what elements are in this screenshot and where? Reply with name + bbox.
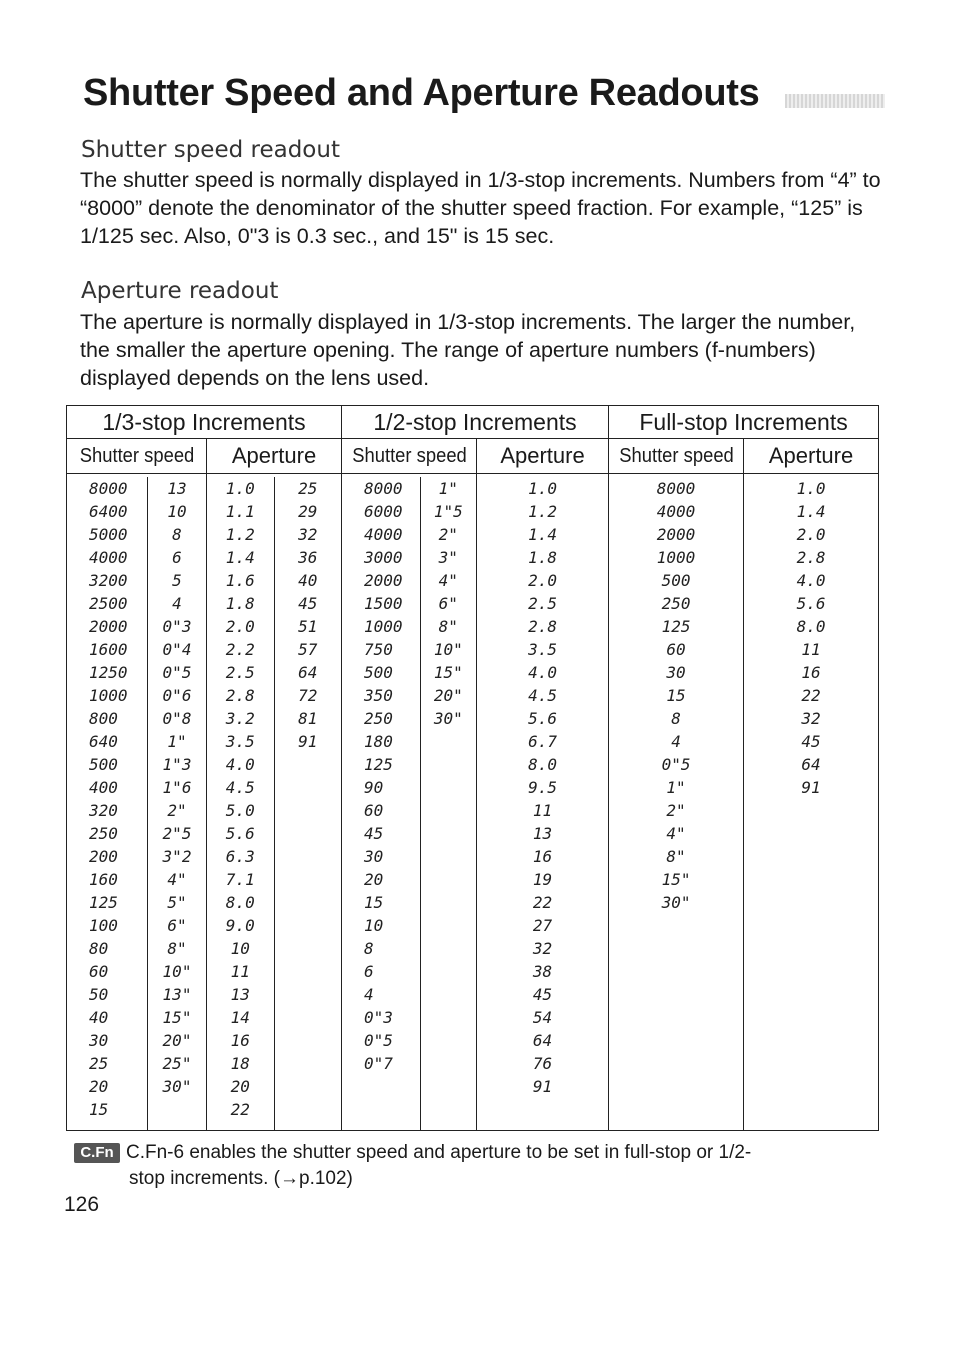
- table-cell-value: 6: [364, 962, 374, 981]
- table-cell-value: 0"8: [162, 709, 192, 728]
- table-cell-value: 13": [162, 985, 192, 1004]
- table-cell-value: 15: [364, 893, 384, 912]
- table-cell-value: 1.0: [225, 479, 255, 498]
- table-cell-value: 3.5: [528, 640, 557, 659]
- table-cell-value: 8: [671, 709, 681, 728]
- table-cell-value: 2": [167, 801, 187, 820]
- table-cell-value: 11: [230, 962, 250, 981]
- table-cell-value: 20: [89, 1077, 109, 1096]
- table-cell-value: 1": [666, 778, 686, 797]
- table-cell-value: 1"6: [162, 778, 192, 797]
- table-cell-value: 125: [89, 893, 118, 912]
- table-cell-value: 4000: [656, 502, 696, 521]
- table-cell-value: 125: [661, 617, 691, 636]
- table-cell-value: 15: [89, 1100, 109, 1119]
- table-cell-value: 8: [364, 939, 374, 958]
- table-cell-value: 0"5: [661, 755, 691, 774]
- table-cell-value: 4: [364, 985, 374, 1004]
- title-decoration-bar: [785, 94, 885, 108]
- table-cell-value: 1.1: [225, 502, 255, 521]
- table-cell-value: 6.3: [225, 847, 255, 866]
- table-cell-value: 2.8: [796, 548, 826, 567]
- group-header-full: Full-stop Increments: [609, 406, 879, 439]
- table-cell-value: 72: [298, 686, 318, 705]
- table-cell-value: 91: [801, 778, 821, 797]
- table-cell-value: 10: [364, 916, 384, 935]
- table-cell-value: 4: [172, 594, 182, 613]
- table-cell-value: 6: [172, 548, 182, 567]
- table-cell-value: 11: [532, 801, 553, 820]
- table-cell-value: 76: [532, 1054, 553, 1073]
- table-cell-value: 30": [162, 1077, 192, 1096]
- table-cell-value: 3000: [364, 548, 403, 567]
- table-cell-value: 32: [298, 525, 318, 544]
- footnote-line-1: C.Fn-6 enables the shutter speed and aperture to be set in full-stop or 1/2-: [126, 1142, 752, 1163]
- table-cell-value: 5.6: [225, 824, 255, 843]
- table-cell-value: 4": [666, 824, 686, 843]
- table-cell-value: 1.0: [796, 479, 826, 498]
- third-aperture-list-a: [207, 477, 275, 1130]
- table-cell-value: 180: [364, 732, 393, 751]
- table-cell-value: 1.4: [528, 525, 557, 544]
- table-cell-value: 25: [89, 1054, 109, 1073]
- table-cell-value: 20": [433, 686, 463, 705]
- table-cell-value: 8": [438, 617, 458, 636]
- third-shutter-list-b: [148, 477, 206, 1130]
- table-cell-value: 9.0: [225, 916, 255, 935]
- table-cell-value: 1500: [364, 594, 403, 613]
- table-cell-value: 8": [666, 847, 686, 866]
- table-cell-value: 800: [89, 709, 118, 728]
- table-cell-value: 4.5: [225, 778, 255, 797]
- table-cell-value: 22: [801, 686, 821, 705]
- table-cell-value: 0"7: [364, 1054, 393, 1073]
- table-cell-value: 8: [172, 525, 182, 544]
- table-cell-value: 10": [162, 962, 192, 981]
- table-cell-value: 0"5: [364, 1031, 393, 1050]
- table-cell-value: 4: [671, 732, 681, 751]
- table-cell-value: 20": [162, 1031, 192, 1050]
- table-cell-value: 2.0: [225, 617, 255, 636]
- table-cell-value: 60: [89, 962, 109, 981]
- table-cell-value: 3.5: [225, 732, 255, 751]
- full-aperture-list: [744, 477, 878, 799]
- table-cell-value: 1.2: [225, 525, 255, 544]
- table-cell-value: 8": [167, 939, 187, 958]
- table-cell-value: 15": [661, 870, 691, 889]
- table-cell-value: 400: [89, 778, 118, 797]
- table-cell-value: 10: [167, 502, 187, 521]
- table-cell-value: 45: [801, 732, 821, 751]
- table-cell-value: 50: [89, 985, 109, 1004]
- table-cell-value: 1"5: [433, 502, 463, 521]
- third-aperture-list-b: [275, 477, 342, 1130]
- table-cell-value: 5.0: [225, 801, 255, 820]
- table-cell-value: 2": [666, 801, 686, 820]
- table-cell-value: 64: [801, 755, 821, 774]
- table-cell-value: 91: [298, 732, 318, 751]
- table-cell-value: 1600: [89, 640, 128, 659]
- table-cell-value: 2.8: [528, 617, 557, 636]
- table-cell-value: 60: [666, 640, 686, 659]
- table-cell-value: 4.0: [796, 571, 826, 590]
- table-cell-value: 81: [298, 709, 318, 728]
- table-cell-value: 1.4: [796, 502, 826, 521]
- table-cell-value: 40: [298, 571, 318, 590]
- table-cell-value: 1.0: [528, 479, 557, 498]
- table-cell-value: 13: [532, 824, 553, 843]
- table-cell-value: 250: [364, 709, 393, 728]
- table-cell-value: 5000: [89, 525, 128, 544]
- table-cell-value: 9.5: [528, 778, 557, 797]
- table-cell-value: 3200: [89, 571, 128, 590]
- table-cell-value: 0"3: [364, 1008, 393, 1027]
- table-cell-value: 51: [298, 617, 318, 636]
- table-cell-value: 38: [532, 962, 553, 981]
- table-cell-value: 7.1: [225, 870, 255, 889]
- table-cell-value: 1": [167, 732, 187, 751]
- table-cell-value: 8000: [656, 479, 696, 498]
- table-cell-value: 64: [532, 1031, 553, 1050]
- table-cell-value: 1000: [656, 548, 696, 567]
- table-cell-value: 14: [230, 1008, 250, 1027]
- col-header-shutter-full: Shutter speed: [614, 439, 738, 474]
- table-cell-value: 29: [298, 502, 318, 521]
- table-cell-value: 350: [364, 686, 393, 705]
- table-cell-value: 6": [167, 916, 187, 935]
- col-header-aperture-full: Aperture: [744, 439, 879, 474]
- table-cell-value: 16: [230, 1031, 250, 1050]
- table-cell-value: 4.5: [528, 686, 557, 705]
- table-cell-value: 100: [89, 916, 118, 935]
- table-cell-value: 8.0: [796, 617, 826, 636]
- table-cell-value: 30: [364, 847, 384, 866]
- table-cell-value: 20: [230, 1077, 250, 1096]
- table-cell-value: 6400: [89, 502, 128, 521]
- table-cell-value: 3"2: [162, 847, 192, 866]
- table-cell-value: 1": [438, 479, 458, 498]
- table-cell-value: 16: [532, 847, 553, 866]
- table-cell-value: 91: [532, 1077, 553, 1096]
- table-cell-value: 40: [89, 1008, 109, 1027]
- table-cell-value: 30": [433, 709, 463, 728]
- table-cell-value: 1.6: [225, 571, 255, 590]
- half-aperture-list: [477, 477, 608, 1098]
- group-header-half: 1/2-stop Increments: [342, 406, 609, 439]
- table-cell-value: 80: [89, 939, 109, 958]
- table-cell-value: 10": [433, 640, 463, 659]
- half-shutter-list-b: [421, 477, 477, 1130]
- cfn-footnote: [74, 1140, 844, 1192]
- table-cell-value: 500: [89, 755, 118, 774]
- table-cell-value: 22: [230, 1100, 250, 1119]
- table-cell-value: 320: [89, 801, 118, 820]
- table-cell-value: 4": [438, 571, 458, 590]
- col-header-aperture-half: Aperture: [477, 439, 609, 474]
- table-cell-value: 0"3: [162, 617, 192, 636]
- table-cell-value: 1000: [89, 686, 128, 705]
- table-cell-value: 1250: [89, 663, 128, 682]
- table-cell-value: 2"5: [162, 824, 192, 843]
- table-cell-value: 54: [532, 1008, 553, 1027]
- table-cell-value: 1.8: [225, 594, 255, 613]
- footnote-line-2: stop increments. (→p.102): [129, 1168, 353, 1189]
- shutter-speed-heading: Shutter speed readout: [81, 137, 340, 163]
- table-cell-value: 27: [532, 916, 553, 935]
- table-cell-value: 25": [162, 1054, 192, 1073]
- table-cell-value: 15: [666, 686, 686, 705]
- table-cell-value: 2500: [89, 594, 128, 613]
- table-cell-value: 2.2: [225, 640, 255, 659]
- table-cell-value: 8000: [364, 479, 403, 498]
- table-cell-value: 6": [438, 594, 458, 613]
- table-cell-value: 4000: [89, 548, 128, 567]
- table-cell-value: 200: [89, 847, 118, 866]
- table-cell-value: 1"3: [162, 755, 192, 774]
- cfn-badge-icon: C.Fn: [74, 1143, 120, 1163]
- table-cell-value: 64: [298, 663, 318, 682]
- table-cell-value: 1.2: [528, 502, 557, 521]
- table-cell-value: 57: [298, 640, 318, 659]
- table-cell-value: 2.5: [528, 594, 557, 613]
- table-cell-value: 6000: [364, 502, 403, 521]
- table-cell-value: 3.2: [225, 709, 255, 728]
- aperture-paragraph: The aperture is normally displayed in 1/3-stop increments. The larger the number, the smaller the aperture opening. The range of aperture numbers (f-numbers) displayed depends on the lens used.: [80, 310, 856, 390]
- half-shutter-list-a: [342, 477, 421, 1130]
- aperture-heading: Aperture readout: [81, 278, 279, 304]
- table-cell-value: 19: [532, 870, 553, 889]
- table-cell-value: 4": [167, 870, 187, 889]
- table-cell-value: 13: [230, 985, 250, 1004]
- table-cell-value: 5.6: [528, 709, 557, 728]
- table-cell-value: 2": [438, 525, 458, 544]
- table-cell-value: 500: [661, 571, 691, 590]
- col-header-shutter-half: Shutter speed: [347, 439, 471, 474]
- col-header-shutter-third: Shutter speed: [72, 439, 201, 474]
- group-header-third: 1/3-stop Increments: [67, 406, 342, 439]
- readouts-table: [66, 405, 879, 1131]
- table-cell-value: 0"4: [162, 640, 192, 659]
- table-cell-value: 18: [230, 1054, 250, 1073]
- table-cell-value: 90: [364, 778, 384, 797]
- table-cell-value: 500: [364, 663, 393, 682]
- table-cell-value: 32: [532, 939, 553, 958]
- table-cell-value: 36: [298, 548, 318, 567]
- table-cell-value: 45: [364, 824, 384, 843]
- table-cell-value: 125: [364, 755, 393, 774]
- table-cell-value: 15": [162, 1008, 192, 1027]
- page-number: 126: [64, 1193, 100, 1216]
- table-cell-value: 16: [801, 663, 821, 682]
- table-cell-value: 45: [532, 985, 553, 1004]
- shutter-speed-paragraph: The shutter speed is normally displayed in 1/3-stop increments. Numbers from “4” to “8000” denote the denominator of the shutter speed fraction. For example, “125” is 1/125 sec. Also, 0"3 is 0.3 sec., and 15" is 15 sec.: [80, 168, 881, 248]
- table-cell-value: 2000: [656, 525, 696, 544]
- table-cell-value: 4000: [364, 525, 403, 544]
- table-cell-value: 0"6: [162, 686, 192, 705]
- table-cell-value: 45: [298, 594, 318, 613]
- third-shutter-list-a: [67, 477, 148, 1130]
- table-cell-value: 10: [230, 939, 250, 958]
- table-cell-value: 8000: [89, 479, 128, 498]
- table-cell-value: 1.8: [528, 548, 557, 567]
- table-cell-value: 25: [298, 479, 318, 498]
- table-cell-value: 5.6: [796, 594, 826, 613]
- table-cell-value: 2.5: [225, 663, 255, 682]
- table-cell-value: 8.0: [225, 893, 255, 912]
- table-cell-value: 4.0: [528, 663, 557, 682]
- table-cell-value: 20: [364, 870, 384, 889]
- table-cell-value: 3": [438, 548, 458, 567]
- table-cell-value: 0"5: [162, 663, 192, 682]
- col-header-aperture-third: Aperture: [207, 439, 342, 474]
- table-cell-value: 1.4: [225, 548, 255, 567]
- table-cell-value: 22: [532, 893, 553, 912]
- table-cell-value: 11: [801, 640, 821, 659]
- table-cell-value: 2000: [364, 571, 403, 590]
- table-cell-value: 2.8: [225, 686, 255, 705]
- table-cell-value: 250: [89, 824, 118, 843]
- table-cell-value: 160: [89, 870, 118, 889]
- table-cell-value: 30": [661, 893, 691, 912]
- table-cell-value: 640: [89, 732, 118, 751]
- table-cell-value: 13: [167, 479, 187, 498]
- table-cell-value: 32: [801, 709, 821, 728]
- table-cell-value: 30: [89, 1031, 109, 1050]
- table-cell-value: 60: [364, 801, 384, 820]
- page-title: Shutter Speed and Aperture Readouts: [83, 72, 760, 114]
- table-cell-value: 15": [433, 663, 463, 682]
- table-cell-value: 250: [661, 594, 691, 613]
- table-cell-value: 2000: [89, 617, 128, 636]
- table-cell-value: 6.7: [528, 732, 557, 751]
- table-cell-value: 5: [172, 571, 182, 590]
- table-cell-value: 750: [364, 640, 393, 659]
- table-cell-value: 2.0: [528, 571, 557, 590]
- table-cell-value: 4.0: [225, 755, 255, 774]
- table-cell-value: 5": [167, 893, 187, 912]
- table-cell-value: 2.0: [796, 525, 826, 544]
- table-cell-value: 8.0: [528, 755, 557, 774]
- table-cell-value: 30: [666, 663, 686, 682]
- table-cell-value: 1000: [364, 617, 403, 636]
- full-shutter-list: [609, 477, 743, 914]
